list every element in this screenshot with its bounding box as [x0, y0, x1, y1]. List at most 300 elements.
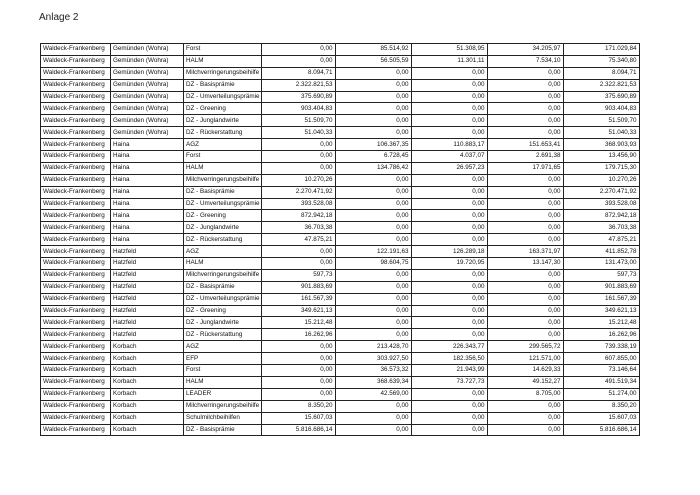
- amount-cell-1: 0,00: [262, 353, 336, 365]
- amount-cell-4: 121.571,00: [488, 353, 564, 365]
- table-row: [41, 365, 640, 377]
- district-cell: Waldeck-Frankenberg: [41, 388, 111, 400]
- amount-cell-2: 106.367,35: [336, 139, 412, 151]
- table-row: [41, 44, 640, 56]
- municipality-cell: Gemünden (Wohra): [111, 127, 184, 139]
- amount-cell-4: 0,00: [488, 210, 564, 222]
- district-cell: Waldeck-Frankenberg: [41, 210, 111, 222]
- amount-cell-2: 0,00: [336, 67, 412, 79]
- total-cell: 393.528,08: [564, 198, 640, 210]
- amount-cell-2: 0,00: [336, 269, 412, 281]
- district-cell: Waldeck-Frankenberg: [41, 127, 111, 139]
- district-cell: Waldeck-Frankenberg: [41, 365, 111, 377]
- municipality-cell: Haina: [111, 234, 184, 246]
- amount-cell-3: 0,00: [412, 91, 488, 103]
- district-cell: Waldeck-Frankenberg: [41, 412, 111, 424]
- measure-cell: DZ - Basisprämie: [184, 424, 262, 436]
- amount-cell-4: 0,00: [488, 412, 564, 424]
- amount-cell-1: 0,00: [262, 388, 336, 400]
- table-row: [41, 341, 640, 353]
- amount-cell-3: 4.037,07: [412, 151, 488, 163]
- amount-cell-4: 0,00: [488, 174, 564, 186]
- amount-cell-3: 0,00: [412, 222, 488, 234]
- amount-cell-4: 299.565,72: [488, 341, 564, 353]
- municipality-cell: Haina: [111, 186, 184, 198]
- amount-cell-2: 0,00: [336, 198, 412, 210]
- table-row: [41, 412, 640, 424]
- municipality-cell: Haina: [111, 162, 184, 174]
- measure-cell: DZ - Umverteilungsprämie: [184, 91, 262, 103]
- total-cell: 739.338,19: [564, 341, 640, 353]
- amount-cell-4: 0,00: [488, 103, 564, 115]
- table-row: [41, 115, 640, 127]
- municipality-cell: Haina: [111, 198, 184, 210]
- measure-cell: DZ - Greening: [184, 210, 262, 222]
- amount-cell-1: 16.262,96: [262, 329, 336, 341]
- amount-cell-4: 13.147,30: [488, 258, 564, 270]
- table-row: [41, 186, 640, 198]
- measure-cell: DZ - Umverteilungsprämie: [184, 293, 262, 305]
- municipality-cell: Korbach: [111, 365, 184, 377]
- amount-cell-2: 0,00: [336, 222, 412, 234]
- amount-cell-4: 14.629,33: [488, 365, 564, 377]
- amount-cell-3: 0,00: [412, 293, 488, 305]
- amount-cell-3: 0,00: [412, 234, 488, 246]
- funding-table: [40, 43, 640, 436]
- amount-cell-2: 0,00: [336, 115, 412, 127]
- amount-cell-1: 47.875,21: [262, 234, 336, 246]
- amount-cell-3: 0,00: [412, 305, 488, 317]
- district-cell: Waldeck-Frankenberg: [41, 44, 111, 56]
- amount-cell-3: 0,00: [412, 79, 488, 91]
- table-row: [41, 246, 640, 258]
- total-cell: 8.094,71: [564, 67, 640, 79]
- amount-cell-1: 36.703,38: [262, 222, 336, 234]
- total-cell: 15.607,03: [564, 412, 640, 424]
- table-row: [41, 424, 640, 436]
- municipality-cell: Gemünden (Wohra): [111, 103, 184, 115]
- table-row: [41, 400, 640, 412]
- municipality-cell: Gemünden (Wohra): [111, 55, 184, 67]
- table-row: [41, 305, 640, 317]
- amount-cell-3: 0,00: [412, 103, 488, 115]
- district-cell: Waldeck-Frankenberg: [41, 103, 111, 115]
- amount-cell-3: 51.308,95: [412, 44, 488, 56]
- amount-cell-2: 134.786,42: [336, 162, 412, 174]
- table-row: [41, 329, 640, 341]
- amount-cell-4: 0,00: [488, 198, 564, 210]
- amount-cell-4: 2.691,38: [488, 151, 564, 163]
- amount-cell-4: 0,00: [488, 269, 564, 281]
- amount-cell-3: 0,00: [412, 424, 488, 436]
- district-cell: Waldeck-Frankenberg: [41, 174, 111, 186]
- amount-cell-3: 0,00: [412, 186, 488, 198]
- measure-cell: Milchverringerungsbeihilfe: [184, 400, 262, 412]
- total-cell: 10.270,26: [564, 174, 640, 186]
- amount-cell-2: 0,00: [336, 174, 412, 186]
- municipality-cell: Haina: [111, 222, 184, 234]
- amount-cell-4: 151.653,41: [488, 139, 564, 151]
- district-cell: Waldeck-Frankenberg: [41, 162, 111, 174]
- amount-cell-3: 0,00: [412, 174, 488, 186]
- amount-cell-2: 0,00: [336, 127, 412, 139]
- amount-cell-2: 0,00: [336, 210, 412, 222]
- amount-cell-3: 0,00: [412, 317, 488, 329]
- table-row: [41, 210, 640, 222]
- total-cell: 5.816.686,14: [564, 424, 640, 436]
- amount-cell-3: 0,00: [412, 210, 488, 222]
- total-cell: 2.322.821,53: [564, 79, 640, 91]
- amount-cell-2: 0,00: [336, 293, 412, 305]
- municipality-cell: Korbach: [111, 353, 184, 365]
- amount-cell-4: 163.371,97: [488, 246, 564, 258]
- district-cell: Waldeck-Frankenberg: [41, 246, 111, 258]
- table-row: [41, 376, 640, 388]
- amount-cell-1: 903.404,83: [262, 103, 336, 115]
- amount-cell-2: 0,00: [336, 234, 412, 246]
- total-cell: 131.473,00: [564, 258, 640, 270]
- municipality-cell: Hatzfeld: [111, 269, 184, 281]
- measure-cell: DZ - Junglandwirte: [184, 222, 262, 234]
- district-cell: Waldeck-Frankenberg: [41, 305, 111, 317]
- amount-cell-4: 7.534,10: [488, 55, 564, 67]
- district-cell: Waldeck-Frankenberg: [41, 151, 111, 163]
- amount-cell-1: 2.270.471,92: [262, 186, 336, 198]
- district-cell: Waldeck-Frankenberg: [41, 79, 111, 91]
- district-cell: Waldeck-Frankenberg: [41, 115, 111, 127]
- amount-cell-3: 0,00: [412, 400, 488, 412]
- amount-cell-1: 872.942,18: [262, 210, 336, 222]
- table-row: [41, 388, 640, 400]
- district-cell: Waldeck-Frankenberg: [41, 222, 111, 234]
- total-cell: 491.519,34: [564, 376, 640, 388]
- amount-cell-2: 98.604,75: [336, 258, 412, 270]
- district-cell: Waldeck-Frankenberg: [41, 269, 111, 281]
- table-row: [41, 198, 640, 210]
- amount-cell-3: 182.356,50: [412, 353, 488, 365]
- page-heading: Anlage 2: [39, 12, 79, 23]
- measure-cell: HALM: [184, 55, 262, 67]
- district-cell: Waldeck-Frankenberg: [41, 317, 111, 329]
- amount-cell-1: 15.212,48: [262, 317, 336, 329]
- amount-cell-3: 0,00: [412, 329, 488, 341]
- amount-cell-1: 597,73: [262, 269, 336, 281]
- municipality-cell: Hatzfeld: [111, 317, 184, 329]
- total-cell: 36.703,38: [564, 222, 640, 234]
- amount-cell-2: 0,00: [336, 329, 412, 341]
- district-cell: Waldeck-Frankenberg: [41, 258, 111, 270]
- table-row: [41, 127, 640, 139]
- amount-cell-2: 0,00: [336, 400, 412, 412]
- district-cell: Waldeck-Frankenberg: [41, 234, 111, 246]
- district-cell: Waldeck-Frankenberg: [41, 55, 111, 67]
- amount-cell-4: 17.971,65: [488, 162, 564, 174]
- amount-cell-1: 0,00: [262, 162, 336, 174]
- amount-cell-4: 0,00: [488, 186, 564, 198]
- amount-cell-3: 0,00: [412, 269, 488, 281]
- municipality-cell: Gemünden (Wohra): [111, 44, 184, 56]
- table-row: [41, 79, 640, 91]
- municipality-cell: Korbach: [111, 400, 184, 412]
- amount-cell-4: 0,00: [488, 305, 564, 317]
- amount-cell-4: 0,00: [488, 400, 564, 412]
- total-cell: 73.146,64: [564, 365, 640, 377]
- total-cell: 51.509,70: [564, 115, 640, 127]
- amount-cell-3: 226.343,77: [412, 341, 488, 353]
- municipality-cell: Korbach: [111, 424, 184, 436]
- measure-cell: DZ - Junglandwirte: [184, 317, 262, 329]
- amount-cell-1: 0,00: [262, 151, 336, 163]
- amount-cell-1: 51.040,33: [262, 127, 336, 139]
- municipality-cell: Hatzfeld: [111, 329, 184, 341]
- amount-cell-4: 0,00: [488, 281, 564, 293]
- measure-cell: DZ - Basisprämie: [184, 281, 262, 293]
- total-cell: 16.262,96: [564, 329, 640, 341]
- amount-cell-3: 0,00: [412, 281, 488, 293]
- table-row: [41, 103, 640, 115]
- total-cell: 597,73: [564, 269, 640, 281]
- amount-cell-4: 8.705,00: [488, 388, 564, 400]
- total-cell: 51.274,00: [564, 388, 640, 400]
- amount-cell-1: 0,00: [262, 376, 336, 388]
- amount-cell-2: 6.728,45: [336, 151, 412, 163]
- amount-cell-2: 0,00: [336, 424, 412, 436]
- amount-cell-2: 0,00: [336, 305, 412, 317]
- table-body: [41, 44, 640, 436]
- amount-cell-2: 0,00: [336, 412, 412, 424]
- amount-cell-2: 36.573,32: [336, 365, 412, 377]
- measure-cell: Forst: [184, 151, 262, 163]
- district-cell: Waldeck-Frankenberg: [41, 341, 111, 353]
- amount-cell-1: 0,00: [262, 55, 336, 67]
- amount-cell-1: 349.621,13: [262, 305, 336, 317]
- table-row: [41, 55, 640, 67]
- table-row: [41, 258, 640, 270]
- measure-cell: Schulmilchbeihilfen: [184, 412, 262, 424]
- amount-cell-2: 122.191,63: [336, 246, 412, 258]
- district-cell: Waldeck-Frankenberg: [41, 67, 111, 79]
- amount-cell-1: 51.509,70: [262, 115, 336, 127]
- amount-cell-3: 0,00: [412, 127, 488, 139]
- total-cell: 161.567,39: [564, 293, 640, 305]
- total-cell: 375.690,89: [564, 91, 640, 103]
- amount-cell-3: 0,00: [412, 67, 488, 79]
- total-cell: 75.340,80: [564, 55, 640, 67]
- measure-cell: DZ - Rückerstattung: [184, 234, 262, 246]
- amount-cell-1: 0,00: [262, 258, 336, 270]
- amount-cell-3: 73.727,73: [412, 376, 488, 388]
- table-row: [41, 293, 640, 305]
- municipality-cell: Haina: [111, 151, 184, 163]
- measure-cell: AGZ: [184, 139, 262, 151]
- amount-cell-4: 0,00: [488, 424, 564, 436]
- measure-cell: DZ - Rückerstattung: [184, 127, 262, 139]
- amount-cell-4: 0,00: [488, 127, 564, 139]
- municipality-cell: Gemünden (Wohra): [111, 91, 184, 103]
- measure-cell: DZ - Basisprämie: [184, 79, 262, 91]
- amount-cell-1: 901.883,69: [262, 281, 336, 293]
- measure-cell: AGZ: [184, 341, 262, 353]
- amount-cell-1: 15.607,03: [262, 412, 336, 424]
- amount-cell-1: 0,00: [262, 44, 336, 56]
- total-cell: 179.715,30: [564, 162, 640, 174]
- amount-cell-3: 126.289,18: [412, 246, 488, 258]
- measure-cell: DZ - Rückerstattung: [184, 329, 262, 341]
- amount-cell-3: 0,00: [412, 198, 488, 210]
- amount-cell-2: 368.639,34: [336, 376, 412, 388]
- amount-cell-1: 10.270,26: [262, 174, 336, 186]
- amount-cell-1: 0,00: [262, 246, 336, 258]
- table-row: [41, 139, 640, 151]
- amount-cell-2: 0,00: [336, 186, 412, 198]
- measure-cell: HALM: [184, 162, 262, 174]
- amount-cell-2: 0,00: [336, 317, 412, 329]
- municipality-cell: Korbach: [111, 412, 184, 424]
- total-cell: 2.270.471,92: [564, 186, 640, 198]
- measure-cell: Milchverringerungsbeihilfe: [184, 174, 262, 186]
- measure-cell: EFP: [184, 353, 262, 365]
- table-row: [41, 91, 640, 103]
- amount-cell-2: 303.927,50: [336, 353, 412, 365]
- amount-cell-4: 0,00: [488, 115, 564, 127]
- district-cell: Waldeck-Frankenberg: [41, 424, 111, 436]
- table-row: [41, 222, 640, 234]
- amount-cell-4: 34.205,97: [488, 44, 564, 56]
- total-cell: 15.212,48: [564, 317, 640, 329]
- district-cell: Waldeck-Frankenberg: [41, 91, 111, 103]
- amount-cell-1: 2.322.821,53: [262, 79, 336, 91]
- table-row: [41, 234, 640, 246]
- total-cell: 8.350,20: [564, 400, 640, 412]
- measure-cell: HALM: [184, 258, 262, 270]
- amount-cell-3: 26.957,23: [412, 162, 488, 174]
- district-cell: Waldeck-Frankenberg: [41, 400, 111, 412]
- municipality-cell: Hatzfeld: [111, 258, 184, 270]
- amount-cell-1: 375.690,89: [262, 91, 336, 103]
- amount-cell-4: 49.152,27: [488, 376, 564, 388]
- amount-cell-4: 0,00: [488, 91, 564, 103]
- municipality-cell: Haina: [111, 139, 184, 151]
- table-row: [41, 269, 640, 281]
- measure-cell: DZ - Greening: [184, 103, 262, 115]
- amount-cell-2: 56.505,59: [336, 55, 412, 67]
- amount-cell-4: 0,00: [488, 317, 564, 329]
- total-cell: 607.855,00: [564, 353, 640, 365]
- total-cell: 872.942,18: [564, 210, 640, 222]
- amount-cell-3: 0,00: [412, 412, 488, 424]
- amount-cell-2: 0,00: [336, 79, 412, 91]
- amount-cell-2: 42.569,00: [336, 388, 412, 400]
- amount-cell-1: 0,00: [262, 139, 336, 151]
- district-cell: Waldeck-Frankenberg: [41, 281, 111, 293]
- municipality-cell: Haina: [111, 174, 184, 186]
- table-row: [41, 353, 640, 365]
- total-cell: 368.903,93: [564, 139, 640, 151]
- amount-cell-3: 0,00: [412, 115, 488, 127]
- district-cell: Waldeck-Frankenberg: [41, 198, 111, 210]
- measure-cell: Milchverringerungsbeihilfe: [184, 269, 262, 281]
- municipality-cell: Korbach: [111, 388, 184, 400]
- table-row: [41, 317, 640, 329]
- amount-cell-3: 0,00: [412, 388, 488, 400]
- measure-cell: Forst: [184, 365, 262, 377]
- amount-cell-3: 11.301,11: [412, 55, 488, 67]
- table-row: [41, 162, 640, 174]
- amount-cell-4: 0,00: [488, 329, 564, 341]
- district-cell: Waldeck-Frankenberg: [41, 186, 111, 198]
- total-cell: 903.404,83: [564, 103, 640, 115]
- measure-cell: DZ - Greening: [184, 305, 262, 317]
- measure-cell: Forst: [184, 44, 262, 56]
- district-cell: Waldeck-Frankenberg: [41, 293, 111, 305]
- amount-cell-1: 161.567,39: [262, 293, 336, 305]
- district-cell: Waldeck-Frankenberg: [41, 329, 111, 341]
- amount-cell-4: 0,00: [488, 234, 564, 246]
- amount-cell-4: 0,00: [488, 67, 564, 79]
- table-row: [41, 174, 640, 186]
- municipality-cell: Gemünden (Wohra): [111, 79, 184, 91]
- total-cell: 411.852,78: [564, 246, 640, 258]
- amount-cell-4: 0,00: [488, 79, 564, 91]
- measure-cell: DZ - Umverteilungsprämie: [184, 198, 262, 210]
- total-cell: 171.029,84: [564, 44, 640, 56]
- municipality-cell: Hatzfeld: [111, 281, 184, 293]
- measure-cell: AGZ: [184, 246, 262, 258]
- municipality-cell: Hatzfeld: [111, 293, 184, 305]
- municipality-cell: Korbach: [111, 341, 184, 353]
- table-row: [41, 281, 640, 293]
- municipality-cell: Hatzfeld: [111, 246, 184, 258]
- municipality-cell: Hatzfeld: [111, 305, 184, 317]
- total-cell: 13.456,90: [564, 151, 640, 163]
- amount-cell-2: 0,00: [336, 91, 412, 103]
- measure-cell: LEADER: [184, 388, 262, 400]
- amount-cell-1: 0,00: [262, 365, 336, 377]
- total-cell: 901.883,69: [564, 281, 640, 293]
- measure-cell: HALM: [184, 376, 262, 388]
- total-cell: 51.040,33: [564, 127, 640, 139]
- measure-cell: DZ - Basisprämie: [184, 186, 262, 198]
- municipality-cell: Korbach: [111, 376, 184, 388]
- municipality-cell: Gemünden (Wohra): [111, 67, 184, 79]
- district-cell: Waldeck-Frankenberg: [41, 376, 111, 388]
- amount-cell-3: 21.943,99: [412, 365, 488, 377]
- table-row: [41, 67, 640, 79]
- amount-cell-1: 5.816.686,14: [262, 424, 336, 436]
- amount-cell-4: 0,00: [488, 293, 564, 305]
- municipality-cell: Gemünden (Wohra): [111, 115, 184, 127]
- amount-cell-1: 393.528,08: [262, 198, 336, 210]
- district-cell: Waldeck-Frankenberg: [41, 139, 111, 151]
- amount-cell-3: 110.883,17: [412, 139, 488, 151]
- amount-cell-2: 0,00: [336, 281, 412, 293]
- total-cell: 47.875,21: [564, 234, 640, 246]
- district-cell: Waldeck-Frankenberg: [41, 353, 111, 365]
- amount-cell-4: 0,00: [488, 222, 564, 234]
- amount-cell-3: 19.720,95: [412, 258, 488, 270]
- amount-cell-2: 85.514,92: [336, 44, 412, 56]
- amount-cell-1: 0,00: [262, 341, 336, 353]
- measure-cell: DZ - Junglandwirte: [184, 115, 262, 127]
- municipality-cell: Haina: [111, 210, 184, 222]
- table-row: [41, 151, 640, 163]
- amount-cell-1: 8.350,20: [262, 400, 336, 412]
- total-cell: 349.621,13: [564, 305, 640, 317]
- amount-cell-2: 0,00: [336, 103, 412, 115]
- amount-cell-2: 213.428,70: [336, 341, 412, 353]
- measure-cell: Milchverringerungsbeihilfe: [184, 67, 262, 79]
- amount-cell-1: 8.094,71: [262, 67, 336, 79]
